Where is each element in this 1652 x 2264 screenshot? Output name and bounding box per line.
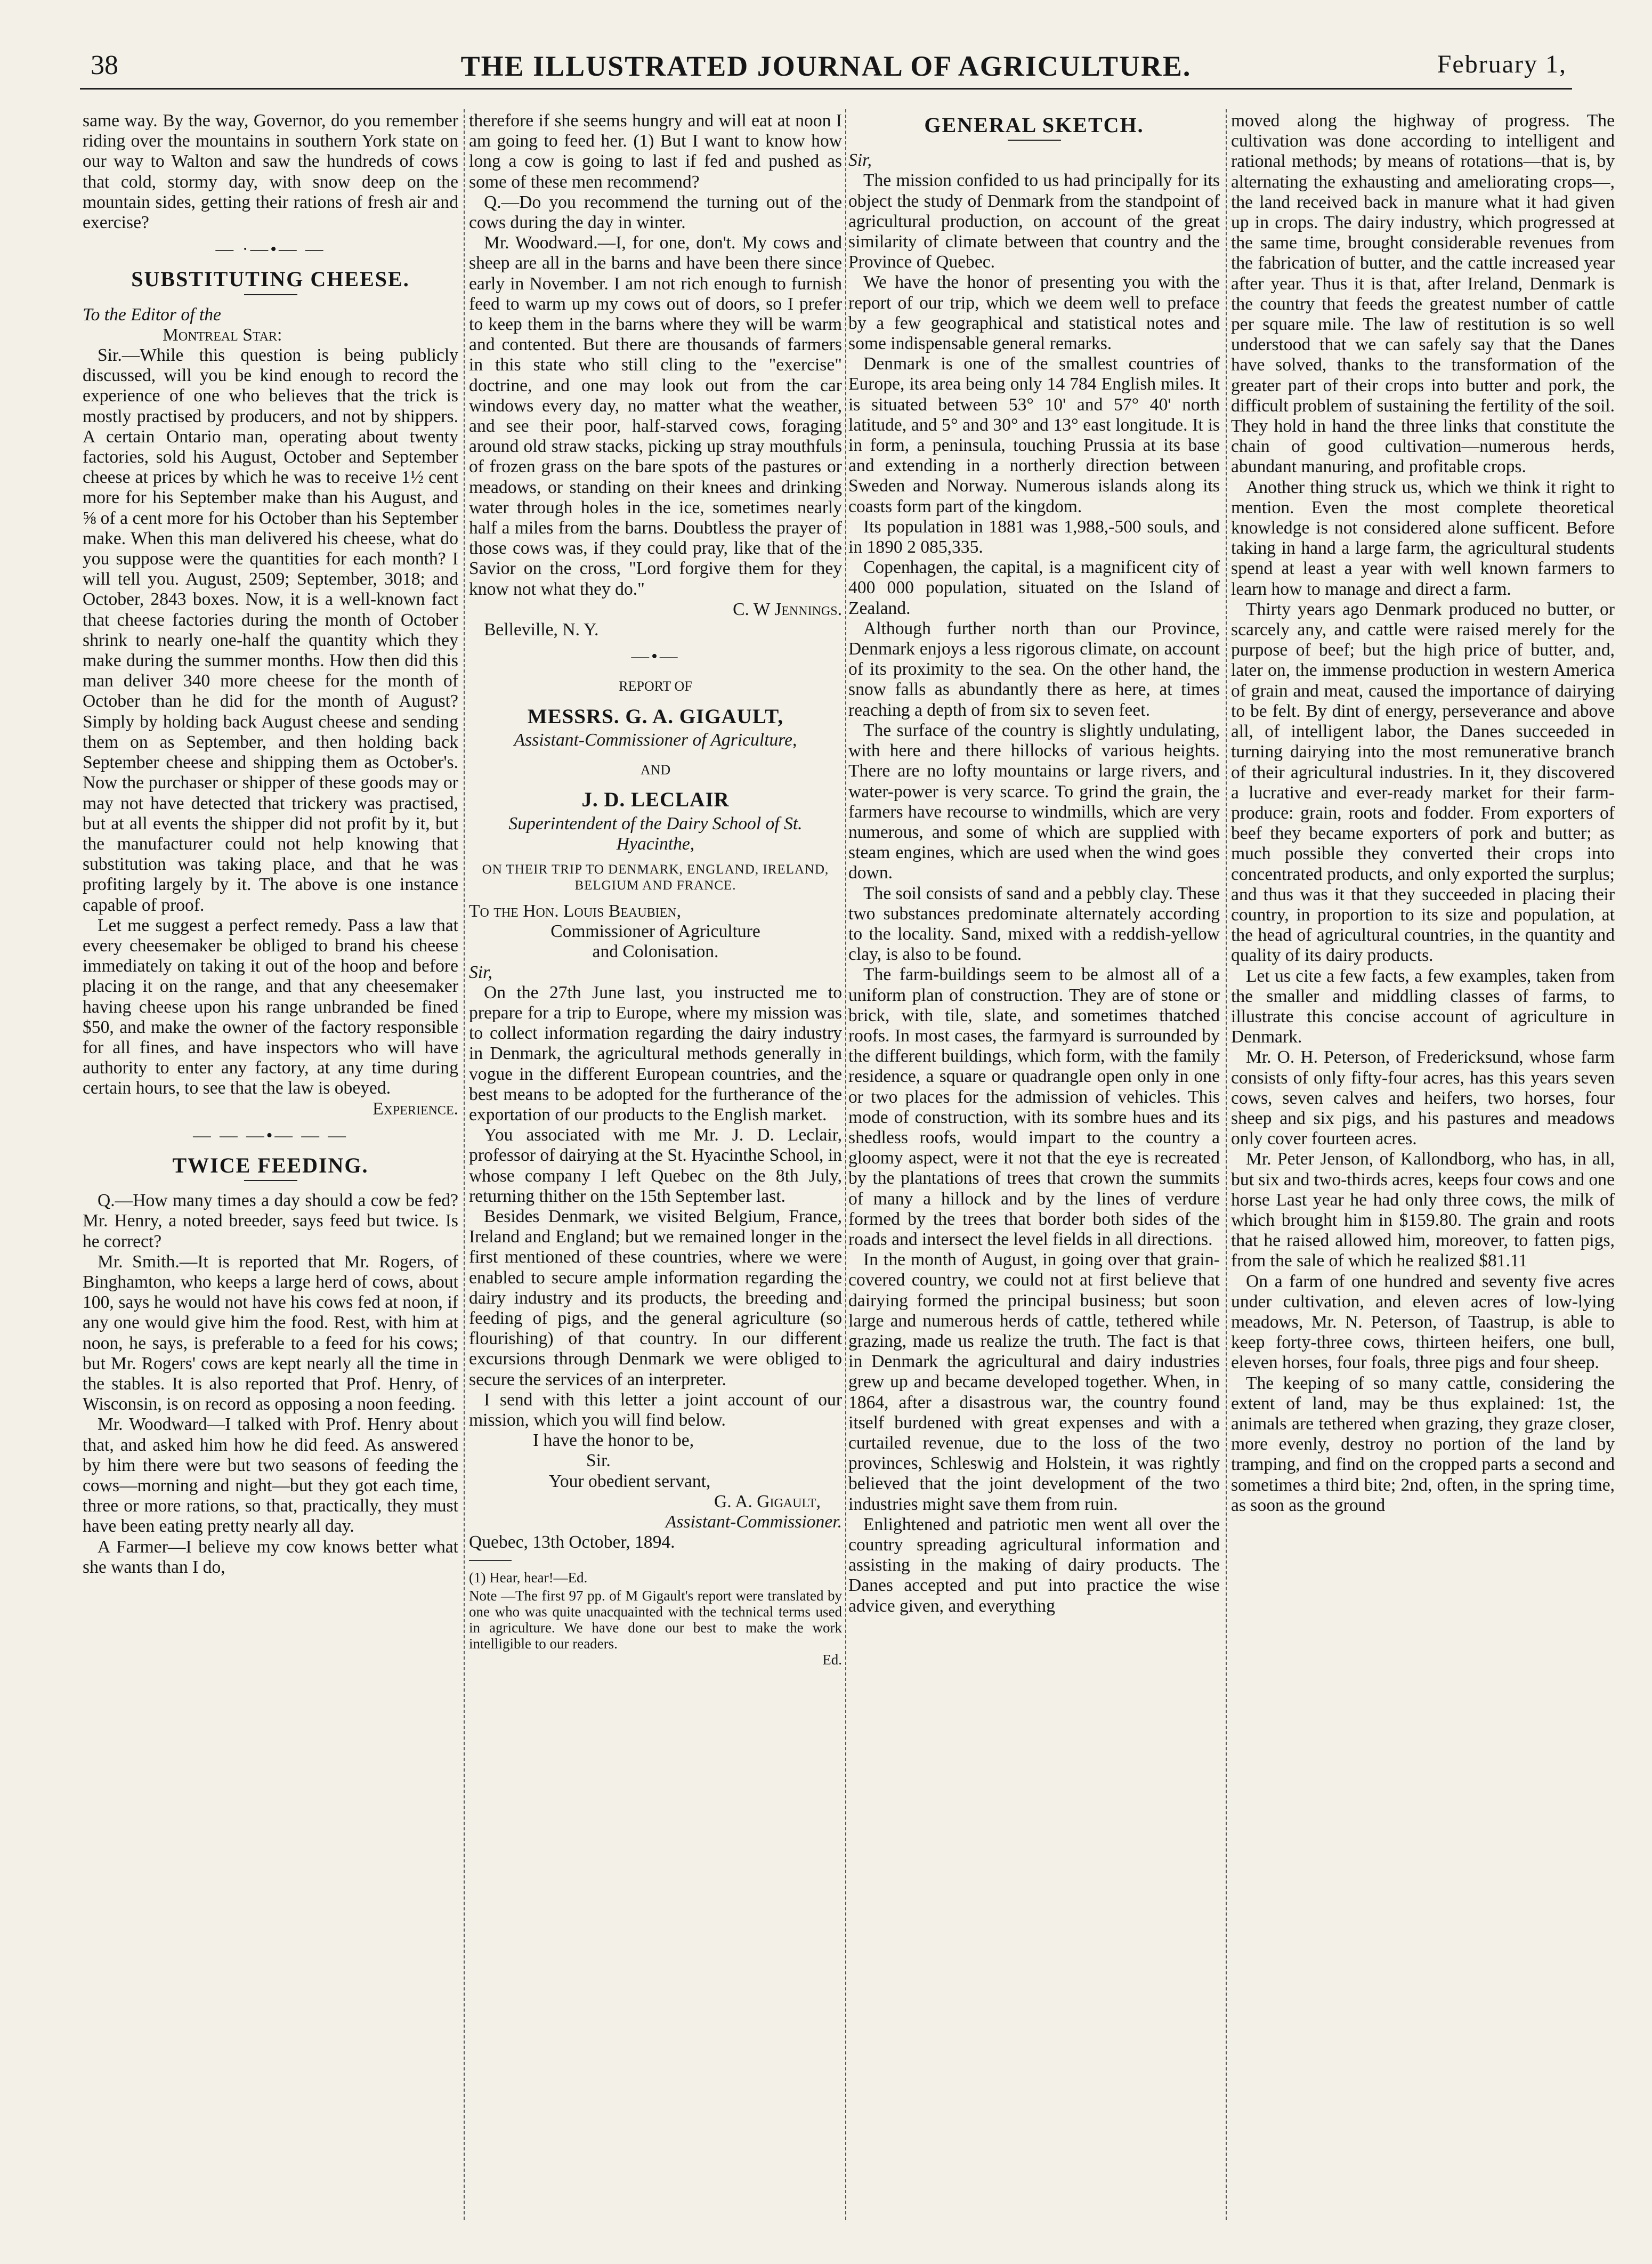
paragraph: Sir.—While this question is being publicly discussed, will you be kind enough to record the experience of one who believes that the trick is mostly practised by producers, and not by shippers. A certain Ontario man, operating about twenty factories, sold his August, October and September cheese at prices by which he was to receive 1½ cent more for his September make than his August, and ⅝ of a cent more for his October than his September make. When this man delivered his cheese, what do you suppose were the quantities for each month? I will tell you. August, 2509; September, 3018; and October, 2843 boxes. Now, it is a well-known fact that cheese factories during the month of October shrink to nearly one-half the quantity which they make during the summer months. How then did this man deliver 340 more cheese for the month of October than he did for the month of August? Simply by holding back August cheese and sending them on as September, and then holding back September cheese and shipping them as October's. Now the purchaser or shipper of these goods may or may not have detected that trickery was practised, but at all events the shipper did not profit by it, but the manufacturer could not help knowing that substitution was taking place, and that he was profiting largely by it. The above is one instance capable of proof.	[83, 345, 458, 915]
paragraph: Enlightened and patriotic men went all over the country spreading agricultural information and assisting in the making of dairy products. The Danes accepted and put into practice the wise advice given, and everything	[848, 1514, 1220, 1616]
paragraph: Let me suggest a perfect remedy. Pass a law that every cheesemaker be obliged to brand his cheese immediately on taking it out of the hoop and before placing it on the range, and that any cheesemaker having cheese upon his range unbranded be fined $50, and make the owner of the factory responsible for all fines, and have inspectors who will have authority to enter any factory, at any time during certain hours, to see that the law is obeyed.	[83, 915, 458, 1098]
paragraph: You associated with me Mr. J. D. Leclair, professor of dairying at the St. Hyacinthe School, in whose company I left Quebec on the 8th July, returning thither on the 15th September last.	[469, 1125, 842, 1206]
place: Belleville, N. Y.	[484, 620, 599, 640]
paragraph: On a farm of one hundred and seventy five acres under cultivation, and eleven acres of low-lying meadows, Mr. N. Peterson, of Taastrup, is able to keep forty-three cows, thirteen heifers, one bull, eleven horses, four foals, three pigs and four sheep.	[1231, 1271, 1615, 1373]
divider	[1008, 140, 1061, 141]
journal-title: THE ILLUSTRATED JOURNAL OF AGRICULTURE.	[460, 50, 1192, 82]
trip-subtitle: ON THEIR TRIP TO DENMARK, ENGLAND, IRELAND, BELGIUM AND FRANCE.	[482, 862, 829, 893]
salutation: Sir,	[848, 150, 872, 171]
paragraph: Let us cite a few facts, a few examples, taken from the smaller and middling classes of farms, to illustrate this concise account of agriculture in Denmark.	[1231, 966, 1615, 1047]
column-4	[1231, 111, 1615, 2219]
author-name: MESSRS. G. A. GIGAULT,	[527, 705, 784, 728]
column-3	[848, 111, 1220, 2219]
paragraph: Its population in 1881 was 1,988,-500 souls, and in 1890 2 085,335.	[848, 516, 1220, 557]
paragraph: The surface of the country is slightly undulating, with here and there hillocks of various heights. There are no lofty mountains or large rivers, and water-power is very scarce. To grind the grain, the farmers have recourse to windmills, which are very numerous, and some of which are supplied with steam engines, which are used when the wind goes down.	[848, 720, 1220, 883]
article-heading: GENERAL SKETCH.	[924, 113, 1144, 137]
page-number: 38	[91, 50, 118, 80]
closing: Your obedient servant,	[549, 1471, 711, 1491]
paragraph: Copenhagen, the capital, is a magnificent city of 400 000 population, situated on the Island of Zealand.	[848, 557, 1220, 618]
column-1	[83, 111, 458, 2219]
paragraph: Mr. Woodward—I talked with Prof. Henry about that, and asked him how he did feed. As answered by him there were but two seasons of feeding the cows—morning and night—but they got each time, three or more rations, so that, practically, they must have been eating pretty nearly all day.	[83, 1414, 458, 1537]
column-rule	[845, 109, 846, 2220]
paragraph: Mr. O. H. Peterson, of Fredericksund, whose farm consists of only fifty-four acres, has this years seven cows, seven calves and heifers, two horses, four sheep and six pigs, and his pastures and meadows only cover fourteen acres.	[1231, 1047, 1615, 1149]
signature: C. W Jennings.	[733, 599, 842, 619]
paragraph: Another thing struck us, which we think it right to mention. Even the most complete theoretical knowledge is not considered alone sufficent. Before taking in hand a large farm, the agricultural students spend at least a year with well known farmers to learn how to manage and direct a farm.	[1231, 477, 1615, 599]
salutation: To the Editor of the	[83, 304, 221, 325]
issue-date: February 1,	[1437, 50, 1567, 78]
footnote-signature: Ed.	[822, 1652, 842, 1668]
addressee-title: Commissioner of Agriculture	[550, 921, 760, 942]
paragraph: Besides Denmark, we visited Belgium, France, Ireland and England; but we remained longer in the first mentioned of these countries, where we were enabled to secure ample information regarding the dairy industry and its products, the breeding and feeding of pigs, and the general agriculture (so flourishing) of that country. In our different excursions through Denmark we were obliged to secure the services of an interpreter.	[469, 1206, 842, 1389]
newspaper-name: Montreal Star:	[163, 325, 282, 345]
divider	[469, 1560, 512, 1561]
signature: Experience.	[372, 1098, 458, 1119]
paragraph: In the month of August, in going over that grain-covered country, we could not at first believe that dairying formed the principal business; but soon large and numerous herds of cattle, tethered while grazing, made us realize the truth. The fact is that in Denmark the agricultural and dairy industries grew up and became developed together. When, in 1864, after a disastrous war, the country found itself burdened with great expenses and with a curtailed revenue, due to the loss of the two provinces, Schleswig and Holstein, it was rightly believed that the joint development of the two industries might save them from ruin.	[848, 1250, 1220, 1514]
letter-date: Quebec, 13th October, 1894.	[469, 1532, 675, 1553]
addressee: To the Hon. Louis Beaubien,	[469, 901, 682, 921]
paragraph: Mr. Woodward.—I, for one, don't. My cows and sheep are all in the barns and have been there since early in November. I am not rich enough to furnish feed to warm up my cows out of doors, so I prefer to keep them in the barns where they will be warm and contented. But there are thousands of farmers in this state who still cling to the "exercise" doctrine, and one may look out from the car windows every day, no matter what the weather, and see their poor, half-starved cows, foraging around old straw stacks, picking up stray mouthfuls of frozen grass on the bare spots of the pastures or meadows, or standing on their knees and drinking water through holes in the ice, sometimes nearly half a miles from the barns. Doubtless the prayer of those cows was, if they could pray, like that of the Savior on the cross, "Lord forgive them for they know not what they do."	[469, 233, 842, 599]
paragraph: therefore if she seems hungry and will eat at noon I am going to feed her. (1) But I want to know how long a cow is going to last if fed and pushed as some of these men recommend?	[469, 111, 842, 192]
author-name: J. D. LECLAIR	[581, 788, 730, 812]
paragraph: Mr. Peter Jenson, of Kallondborg, who has, in all, but six and two-thirds acres, keeps four cows and one horse Last year he had only three cows, the milk of which brought him in $159.80. The grain and roots that he raised allowed him, moreover, to fatten pigs, from the sale of which he realized $81.11	[1231, 1149, 1615, 1271]
ornament-divider: —•—	[631, 646, 680, 667]
paragraph: The keeping of so many cattle, considering the extent of land, may be thus explained: 1st, the animals are tethered when grazing, they graze closer, more evenly, destroy no portion of the land by tramping, and find on the cropped parts a second and sometimes a third bite; 2nd, often, in the spring time, as soon as the ground	[1231, 1373, 1615, 1515]
masthead	[80, 45, 1572, 90]
paragraph: same way. By the way, Governor, do you remember riding over the mountains in southern York state on our way to Walton and saw the hundreds of cows that cold, stormy day, with snow deep on the mountain sides, getting their rations of fresh air and exercise?	[83, 111, 458, 233]
footnote: Note —The first 97 pp. of M Gigault's report were translated by one who was quite unacquainted with the technical terms used in agriculture. We have done our best to make the work intelligible to our readers.	[469, 1588, 842, 1652]
addressee-title: and Colonisation.	[592, 942, 719, 962]
article-heading: TWICE FEEDING.	[172, 1153, 369, 1177]
paragraph: Q.—How many times a day should a cow be fed? Mr. Henry, a noted breeder, says feed but twice. Is he correct?	[83, 1191, 458, 1251]
column-rule	[464, 109, 465, 2220]
column-2	[469, 111, 842, 2219]
salutation: Sir,	[469, 962, 492, 982]
paragraph: The mission confided to us had principally for its object the study of Denmark from the standpoint of agricultural production, on account of the great similarity of climate between that country and the Province of Quebec.	[848, 171, 1220, 272]
and-label: AND	[640, 762, 671, 778]
author-title: Superintendent of the Dairy School of St. Hyacinthe,	[508, 813, 803, 854]
ornament-divider: — — —•— — —	[193, 1125, 348, 1145]
footnote: (1) Hear, hear!—Ed.	[469, 1570, 588, 1586]
signature: G. A. Gigault,	[714, 1491, 821, 1511]
closing: Sir.	[586, 1451, 611, 1471]
paragraph: The soil consists of sand and a pebbly clay. These two substances predominate alternately according to the locality. Sand, mixed with a reddish-yellow clay, is also to be found.	[848, 883, 1220, 965]
paragraph: Although further north than our Province, Denmark enjoys a less rigorous climate, on account of its proximity to the sea. On the other hand, the snow falls as abundantly there as here, at times reaching a depth of from six to seven feet.	[848, 618, 1220, 720]
paragraph: We have the honor of presenting you with the report of our trip, which we deem well to preface by a few geographical and statistical notes and some indispensable general remarks.	[848, 272, 1220, 354]
paragraph: Mr. Smith.—It is reported that Mr. Rogers, of Binghamton, who keeps a large herd of cows, about 100, says he would not have his cows fed at noon, if any one would give him the food. Rest, with him at noon, he says, is preferable to a feed for his cows; but Mr. Rogers' cows are kept nearly all the time in the stables. It is also reported that Prof. Henry, of Wisconsin, is on record as opposing a noon feeding.	[83, 1251, 458, 1414]
divider	[244, 1180, 297, 1181]
paragraph: On the 27th June last, you instructed me to prepare for a trip to Europe, where my mission was to collect information regarding the dairy industry in Denmark, the agricultural methods generally in vogue in the different European countries, and the best means to be adopted for the furtherance of the exportation of our products to the English market.	[469, 982, 842, 1125]
paragraph: Thirty years ago Denmark produced no butter, or scarcely any, and cattle were raised merely for the purpose of beef; but the high price of butter, and, later on, the immense production in western America of grain and meat, caused the importance of dairying to be felt. By dint of energy, perseverance and above all, of intelligent labor, the Danes succeeded in turning dairying into the most remunerative branch of their agricultural industries. In it, they discovered a lucrative and ever-ready market for their farm-produce: grain, roots and fodder. From exporters of beef they became exporters of pork and butter; as much possible they converted their crops into concentrated products, and only exported the surplus; and thus was it that they succeeded in placing their country, in proportion to its size and population, at the head of agricultural countries, in the quantity and quality of its dairy products.	[1231, 599, 1615, 966]
ornament-divider: — ·—•— —	[215, 239, 326, 260]
paragraph: Denmark is one of the smallest countries of Europe, its area being only 14 784 English miles. It is situated between 53° 10' and 57° 40' north latitude, and 5° and 30° and 13° east longitude. It is in form, a peninsula, touching Prussia at its base and extending in a northerly direction between Sweden and Norway. Numerous islands along its coasts form part of the kingdom.	[848, 354, 1220, 516]
report-of: REPORT OF	[619, 678, 692, 694]
paragraph: Q.—Do you recommend the turning out of the cows during the day in winter.	[469, 192, 842, 233]
column-rule	[1226, 109, 1227, 2220]
paragraph: moved along the highway of progress. The cultivation was done according to intelligent and rational methods; by means of rotations—that is, by alternating the exhausting and ameliorating crops—, the land received back in manure what it had given up in crops. The dairy industry, which progressed at the same time, brought considerable revenues from the fabrication of butter, and the cattle increased year after year. Thus it is that, after Ireland, Denmark is the country that feeds the greatest number of cattle per square mile. The law of restitution is so well understood that we can safely say that the Danes have solved, thanks to the transformation of the greater part of their crops into butter and pork, the difficult problem of sustaining the fertility of the soil. They hold in hand the three links that constitute the chain of good cultivation—numerous herds, abundant manuring, and profitable crops.	[1231, 111, 1615, 477]
article-heading: SUBSTITUTING CHEESE.	[131, 267, 410, 292]
paragraph: A Farmer—I believe my cow knows better what she wants than I do,	[83, 1537, 458, 1577]
author-title: Assistant-Commissioner of Agriculture,	[514, 730, 797, 750]
signature-title: Assistant-Commissioner.	[665, 1512, 842, 1532]
paragraph: I send with this letter a joint account of our mission, which you will find below.	[469, 1389, 842, 1430]
paragraph: The farm-buildings seem to be almost all of a uniform plan of construction. They are of stone or brick, with tile, slate, and sometimes thatched roofs. In most cases, the farmyard is surrounded by the different buildings, which form, with the family residence, a square or quadrangle open only in one or two places for the admission of vehicles. This mode of construction, with its sombre hues and its shedless roofs, would impart to the country a gloomy aspect, were it not that the eye is recreated by the plantations of trees that crown the summits of many a hillock and by the lines of verdure formed by the trees that border both sides of the roads and intersect the level fields in all directions.	[848, 965, 1220, 1249]
closing: I have the honor to be,	[533, 1430, 694, 1451]
divider	[244, 294, 297, 295]
